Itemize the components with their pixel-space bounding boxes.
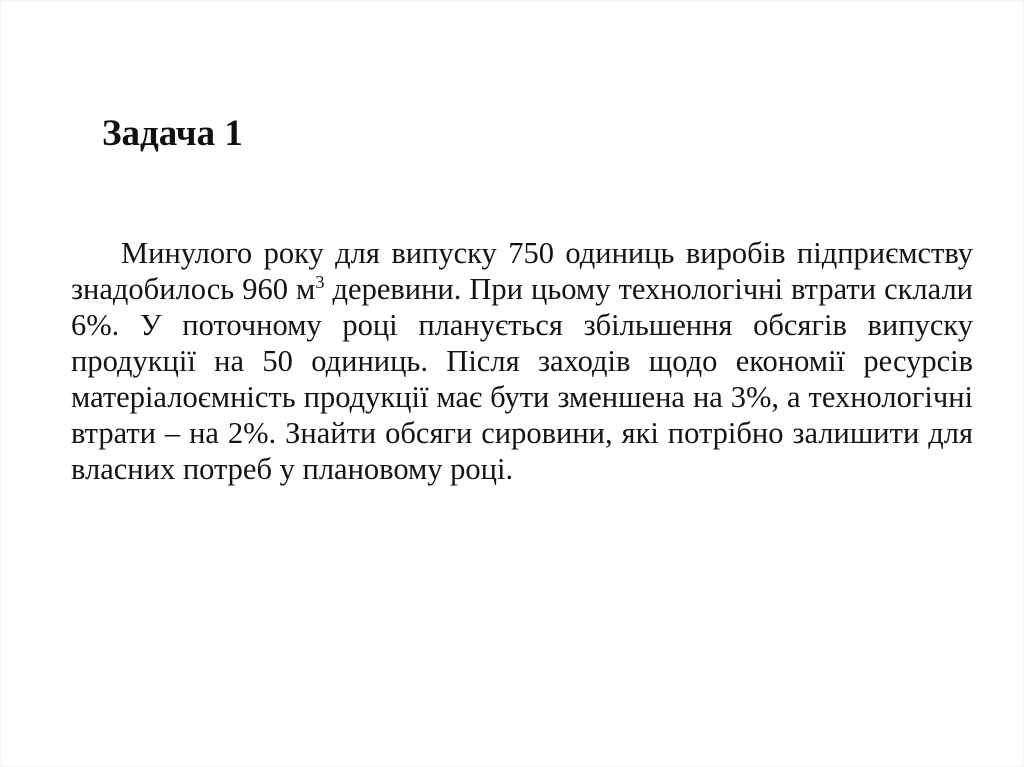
problem-text-part1: Минулого року для випуску 750 одиниць виробів підприємству знадобилось 960 м [71,236,973,306]
slide-title: Задача 1 [102,113,243,154]
cubic-superscript: 3 [315,271,325,292]
problem-text [71,235,973,487]
problem-text-part2: деревини. При цьому технологічні втрати склали 6%. У поточному році планується збільшення обсягів випуску продукції на 50 одиниць. Після заходів щодо економії ресурсів матеріалоємність продукції має бути зменшена на 3%, а технологічні втрати – на 2%. Знайти обсяги сировини, які потрібно залишити для власних потреб у плановому році. [71,272,973,486]
